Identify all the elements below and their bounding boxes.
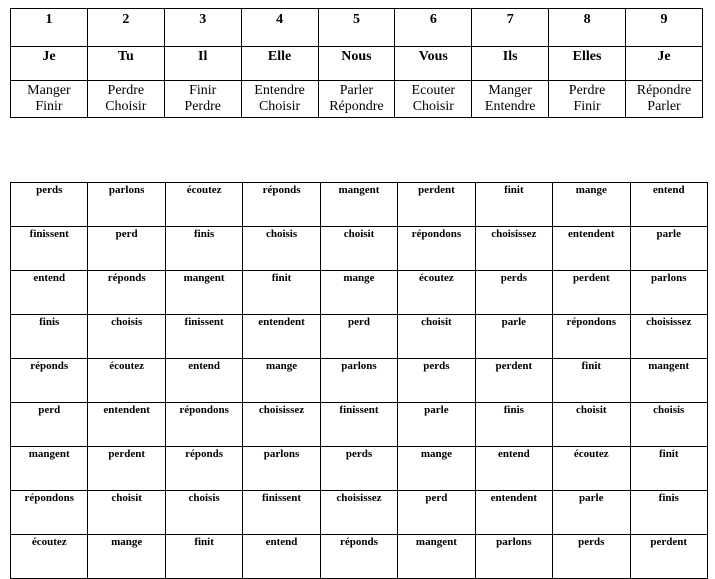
pronoun-cell: Elles [549,47,626,81]
pronoun-cell: Ils [472,47,549,81]
grid-cell: écoutez [553,447,630,491]
grid-row [11,403,708,447]
verb-second: Répondre [329,99,384,114]
grid-cell: choisit [398,315,475,359]
grid-row [11,315,708,359]
grid-cell: finis [165,227,242,271]
grid-cell: réponds [320,535,397,579]
verb-first: Finir [189,83,217,98]
verb-first: Ecouter [411,83,456,98]
grid-cell: perd [11,403,88,447]
grid-cell: mangent [630,359,708,403]
grid-cell: perds [398,359,475,403]
pronoun-cell: Je [626,47,703,81]
grid-cell: parle [398,403,475,447]
grid-cell: réponds [11,359,88,403]
grid-cell: finissent [11,227,88,271]
column-number: 1 [11,9,88,47]
grid-cell: perdent [88,447,165,491]
verb-second: Choisir [258,99,301,114]
grid-cell: répondons [11,491,88,535]
grid-cell: choisissez [475,227,552,271]
verb-first: Parler [339,83,374,98]
grid-cell: parlons [88,183,165,227]
grid-cell: mange [320,271,397,315]
verb-first: Entendre [254,83,305,98]
grid-cell: parle [630,227,708,271]
verb-second: Parler [647,99,681,114]
verb-second: Choisir [105,99,147,114]
grid-cell: perds [11,183,88,227]
verb-pair-cell [164,81,241,118]
pronoun-cell: Vous [395,47,472,81]
number-row [11,9,703,47]
grid-cell: choisis [88,315,165,359]
verb-first: Répondre [636,83,692,98]
grid-cell: mange [553,183,630,227]
grid-row [11,535,708,579]
grid-cell: entend [630,183,708,227]
grid-cell: perdent [398,183,475,227]
column-number: 4 [241,9,318,47]
grid-cell: finissent [165,315,242,359]
grid-cell: finit [553,359,630,403]
grid-cell: mange [88,535,165,579]
verb-pair-cell [626,81,703,118]
verb-pair-cell [11,81,88,118]
grid-cell: entendent [243,315,320,359]
grid-cell: perds [475,271,552,315]
column-number: 2 [87,9,164,47]
grid-cell: entend [165,359,242,403]
grid-cell: écoutez [11,535,88,579]
verb-pair-cell [241,81,318,118]
grid-cell: perdent [553,271,630,315]
grid-cell: parle [553,491,630,535]
grid-cell: mangent [11,447,88,491]
grid-cell: entendent [475,491,552,535]
grid-cell: finit [165,535,242,579]
grid-cell: parlons [243,447,320,491]
verb-second: Perdre [184,99,221,114]
column-number: 8 [549,9,626,47]
verb-pair-cell [472,81,549,118]
grid-cell: choisissez [320,491,397,535]
grid-cell: finissent [243,491,320,535]
grid-cell: mangent [165,271,242,315]
grid-row [11,491,708,535]
grid-cell: choisis [243,227,320,271]
conjugation-key-table [10,8,703,118]
pronoun-cell: Nous [318,47,395,81]
verb-first: Manger [27,83,71,98]
verb-pair-cell [318,81,395,118]
verb-second: Choisir [412,99,454,114]
grid-cell: répondons [553,315,630,359]
grid-cell: choisissez [243,403,320,447]
grid-cell: perds [553,535,630,579]
grid-cell: perd [320,315,397,359]
grid-cell: mangent [398,535,475,579]
verb-second: Finir [35,99,63,114]
grid-cell: parlons [475,535,552,579]
verb-pair-cell [87,81,164,118]
grid-cell: entendent [553,227,630,271]
grid-cell: choisit [88,491,165,535]
grid-cell: mange [243,359,320,403]
grid-cell: écoutez [165,183,242,227]
verb-first: Perdre [107,83,145,98]
grid-cell: perds [320,447,397,491]
grid-cell: finit [475,183,552,227]
grid-cell: choisit [320,227,397,271]
grid-cell: finissent [320,403,397,447]
verb-pair-cell [549,81,626,118]
grid-cell: entendent [88,403,165,447]
grid-cell: finit [630,447,708,491]
grid-cell: perd [88,227,165,271]
grid-cell: entend [11,271,88,315]
grid-cell: écoutez [88,359,165,403]
grid-row [11,183,708,227]
grid-cell: répondons [398,227,475,271]
grid-row [11,271,708,315]
grid-cell: répondons [165,403,242,447]
grid-cell: réponds [88,271,165,315]
grid-cell: parlons [320,359,397,403]
conjugation-bingo-grid [10,182,708,579]
grid-cell: écoutez [398,271,475,315]
verb-second: Entendre [484,99,536,114]
grid-cell: mangent [320,183,397,227]
column-number: 6 [395,9,472,47]
grid-row [11,447,708,491]
column-number: 3 [164,9,241,47]
verb-first: Manger [488,83,532,98]
verb-first: Perdre [568,83,606,98]
grid-cell: choisit [553,403,630,447]
grid-cell: réponds [165,447,242,491]
pronoun-cell: Il [164,47,241,81]
grid-cell: entend [475,447,552,491]
grid-cell: parlons [630,271,708,315]
column-number: 5 [318,9,395,47]
grid-cell: finis [11,315,88,359]
grid-cell: mange [398,447,475,491]
grid-cell: parle [475,315,552,359]
grid-cell: réponds [243,183,320,227]
column-number: 9 [626,9,703,47]
grid-cell: choisis [165,491,242,535]
pronoun-cell: Je [11,47,88,81]
grid-row [11,359,708,403]
grid-cell: perdent [475,359,552,403]
grid-cell: perdent [630,535,708,579]
grid-row [11,227,708,271]
verbs-row [11,81,703,118]
verb-second: Finir [573,99,601,114]
grid-cell: finit [243,271,320,315]
grid-cell: entend [243,535,320,579]
grid-cell: finis [475,403,552,447]
column-number: 7 [472,9,549,47]
pronoun-cell: Elle [241,47,318,81]
pronoun-row [11,47,703,81]
grid-cell: choisis [630,403,708,447]
grid-cell: finis [630,491,708,535]
grid-cell: perd [398,491,475,535]
pronoun-cell: Tu [87,47,164,81]
verb-pair-cell [395,81,472,118]
grid-cell: choisissez [630,315,708,359]
